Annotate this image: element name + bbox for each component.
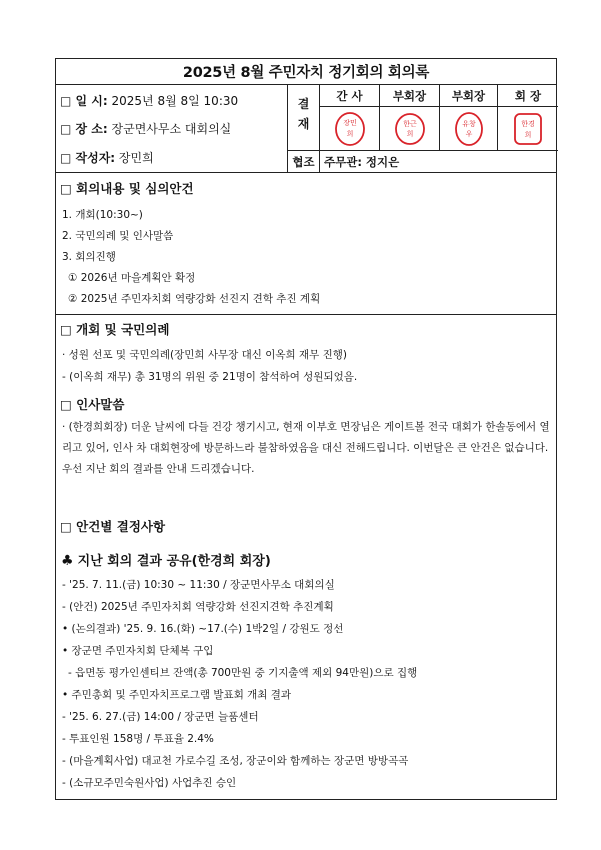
seal-stamp-icon (452, 111, 486, 147)
decision-item: - '25. 7. 11.(금) 10:30 ~ 11:30 / 장군면사무소 대회의실 (62, 579, 335, 591)
document-title: 2025년 8월 주민자치 정기회의 회의록 (56, 59, 556, 85)
date-value: 2025년 8월 8일 10:30 (111, 94, 239, 108)
decision-item: - (마을계획사업) 대교천 가로수길 조성, 장군이와 함께하는 장군면 방방곡곡 (62, 755, 409, 767)
date-label: □ 일 시: (60, 94, 108, 108)
place-value: 장군면사무소 대회의실 (111, 122, 232, 136)
seal-text: 희 (406, 129, 413, 138)
agenda-heading: □ 회의내용 및 심의안건 (60, 181, 194, 196)
meeting-info (56, 85, 288, 173)
seal-text: 우 (465, 129, 472, 138)
seal-text: 한근 (402, 119, 417, 128)
previous-meeting-title: 지난 회의 결과 공유(한경희 회장) (77, 554, 271, 569)
approver-header-vice-2: 부회장 (440, 85, 498, 107)
opening-item: · 성원 선포 및 국민의례(장민희 사무장 대신 이옥희 재무 진행) (62, 349, 348, 361)
seal-cell-vice-2 (440, 107, 498, 151)
approval-table (288, 85, 558, 173)
author-label: □ 작성자: (60, 151, 116, 165)
decision-item: • 장군면 주민자치회 단체복 구입 (62, 645, 214, 657)
approval-label-1: 결 (297, 97, 310, 111)
date-row (60, 92, 238, 109)
seal-text: 장민 (342, 118, 357, 127)
author-value: 장민희 (118, 151, 154, 165)
approval-label-2: 재 (297, 117, 310, 131)
agenda-item: 1. 개회(10:30~) (62, 209, 143, 221)
decision-item: - (소규모주민숙원사업) 사업추진 승인 (62, 777, 237, 789)
agenda-item: ① 2026년 마을계획안 확정 (68, 272, 196, 284)
seal-text: 희 (524, 130, 532, 139)
approver-header-secretary: 간 사 (320, 85, 380, 107)
seal-stamp-icon (333, 111, 367, 147)
opening-heading: □ 개회 및 국민의례 (60, 322, 170, 337)
approver-header-vice-1: 부회장 (380, 85, 440, 107)
seal-cell-chair (498, 107, 558, 151)
seal-text: 한경 (521, 119, 535, 128)
author-row (60, 149, 154, 166)
previous-meeting-heading (61, 550, 271, 569)
seal-text: 유창 (461, 119, 476, 128)
decision-item: - 읍면동 평가인센티브 잔액(총 700만원 중 기지출액 제외 94만원)으로 집행 (68, 667, 418, 679)
greeting-heading: □ 인사말씀 (60, 397, 125, 412)
decision-item: - '25. 6. 27.(금) 14:00 / 장군면 늘품센터 (62, 711, 259, 723)
decisions-heading: □ 안건별 결정사항 (60, 519, 166, 534)
seal-stamp-icon (393, 111, 427, 147)
seal-cell-vice-1 (380, 107, 440, 151)
place-row (60, 120, 231, 137)
approver-header-chair: 회 장 (498, 85, 558, 107)
decision-item: - (안건) 2025년 주민자치회 역량강화 선진지견학 추진계획 (62, 601, 334, 613)
agenda-item: 3. 회의진행 (62, 251, 116, 263)
officer-name: 주무관: 정지은 (324, 155, 400, 169)
decision-item: • 주민총회 및 주민자치프로그램 발표회 개최 결과 (62, 689, 292, 701)
greeting-text: · (한경희회장) 더운 날씨에 다들 건강 챙기시고, 현재 이부호 면장님은 게이트볼 전국 대회가 한솔동에서 열리고 있어, 인사 차 대회현장에 방문하느라 불참하였음을 대신 전해드립니다. 이번달은 큰 안건은 없습니다. 우선 지난 회의 결과를 안내 드리겠습니다. (62, 421, 550, 475)
opening-item: - (이옥희 재무) 총 31명의 위원 중 21명이 참석하여 성원되었음. (62, 371, 358, 383)
cooperation-label: 협조 (288, 151, 320, 173)
minutes-document (55, 58, 557, 800)
agenda-item: 2. 국민의례 및 인사말씀 (62, 230, 174, 242)
seal-stamp-icon (511, 111, 545, 147)
decision-item: • (논의결과) '25. 9. 16.(화) ~17.(수) 1박2일 / 강원도 정선 (62, 623, 344, 635)
place-label: □ 장 소: (60, 122, 108, 136)
approval-label (288, 85, 320, 151)
decision-item: - 투표인원 158명 / 투표율 2.4% (62, 733, 214, 745)
seal-text: 희 (346, 129, 353, 138)
agenda-item: ② 2025년 주민자치회 역량강화 선진지 견학 추진 계획 (68, 293, 321, 305)
club-icon: ♣ (61, 553, 74, 569)
section-divider (56, 314, 556, 315)
info-block (56, 85, 556, 173)
seal-cell-secretary (320, 107, 380, 151)
